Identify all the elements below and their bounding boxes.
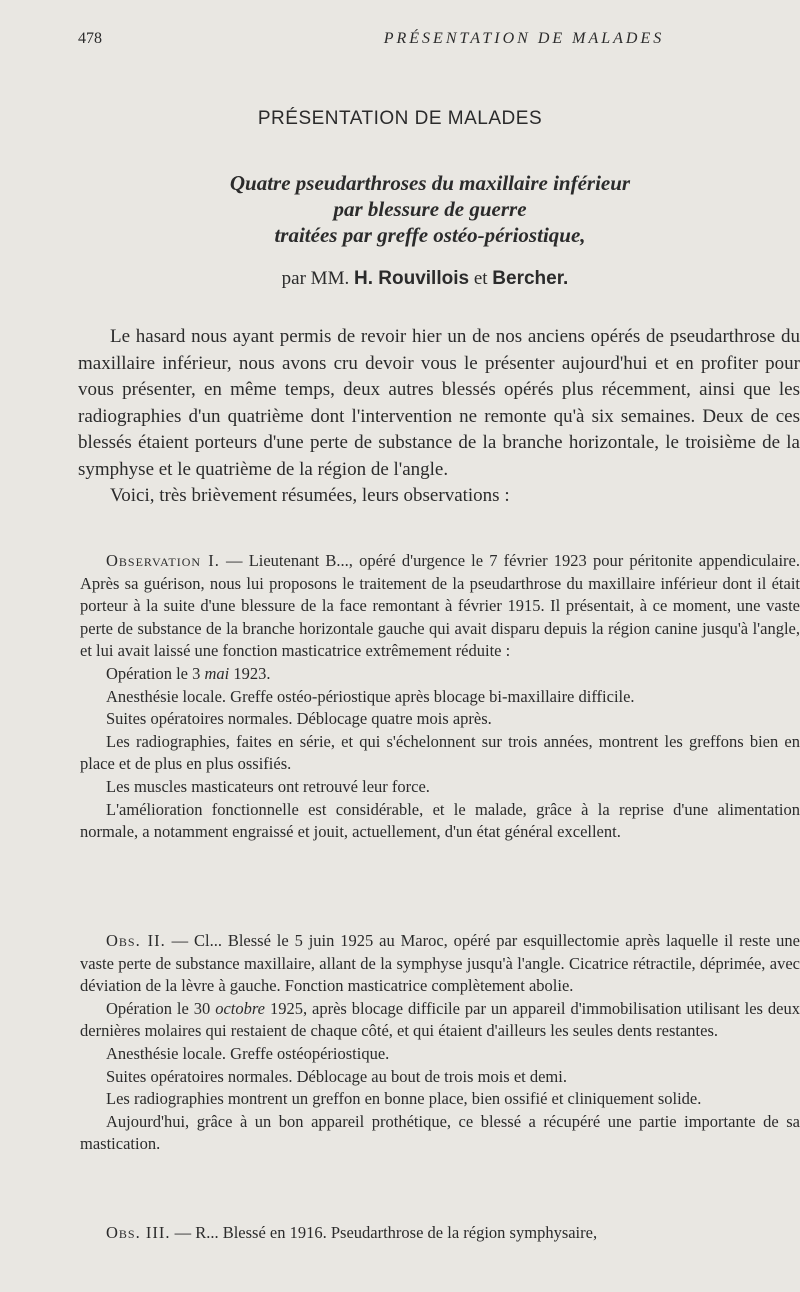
title-line-1: Quatre pseudarthroses du maxillaire inférieur <box>229 171 631 195</box>
intro-paragraph-1: Le hasard nous ayant permis de revoir hier un de nos anciens opérés de pseudarthrose du maxillaire inférieur, nous avons cru devoir vous le présenter aujourd'hui et en profiter pour vous présenter, en même temps, deux autres blessés opérés plus récemment, ainsi que les radiographies d'un quatrième dont l'intervention ne remonte qu'à six semaines. Deux de ces blessés étaient porteurs d'une perte de substance de la branche horizontale, le troisième de la symphyse et le quatrième de la région de l'angle. <box>78 326 800 480</box>
authors-prefix: par MM. <box>281 268 350 289</box>
page-number: 478 <box>78 30 102 47</box>
obs2-paragraph-6: Aujourd'hui, grâce à un bon appareil prothétique, ce blessé a récupéré une partie importante de sa mastication. <box>80 1111 800 1154</box>
title-line-3: traitées par greffe ostéo-périostique, <box>274 223 586 247</box>
running-header <box>78 30 780 52</box>
obs1-paragraph-3: Anesthésie locale. Greffe ostéo-périostique après blocage bi-maxillaire difficile. <box>106 686 635 706</box>
authors-line <box>0 268 800 290</box>
observation-2 <box>80 930 800 1156</box>
obs1-paragraph-1: Observation I. — Lieutenant B..., opéré d'urgence le 7 février 1923 pour péritonite appendiculaire. Après sa guérison, nous lui proposons le traitement de la pseudarthrose du maxillaire inférieur dont il était porteur à la suite d'une blessure de la face remontant à février 1915. Il présentait, à ce moment, une vaste perte de substance de la branche horizontale gauche qui avait disparu depuis la région canine jusqu'à l'angle, et lui avait laissé une fonction masticatrice extrêmement réduite : <box>80 551 800 661</box>
obs3-label: Obs. III. <box>106 1223 171 1242</box>
obs1-paragraph-7: L'amélioration fonctionnelle est considérable, et le malade, grâce à la reprise d'une alimentation normale, a notamment engraissé et jouit, actuellement, d'un état général excellent. <box>80 799 800 842</box>
obs2-label: Obs. II. <box>106 931 166 950</box>
intro-paragraph-2: Voici, très brièvement résumées, leurs observations : <box>110 485 510 506</box>
observation-1 <box>80 550 800 844</box>
observation-3 <box>80 1222 800 1245</box>
obs1-paragraph-5: Les radiographies, faites en série, et qui s'échelonnent sur trois années, montrent les greffons bien en place et de plus en plus ossifiés. <box>80 731 800 774</box>
obs2-paragraph-1: Obs. II. — Cl... Blessé le 5 juin 1925 au Maroc, opéré par esquillectomie après laquelle il reste une vaste perte de substance maxillaire, allant de la symphyse jusqu'à l'angle. Cicatrice rétractile, déprimée, avec déviation de la lèvre à gauche. Fonction masticatrice complètement abolie. <box>80 931 800 996</box>
section-title: PRÉSENTATION DE MALADES <box>257 108 543 129</box>
obs1-paragraph-6: Les muscles masticateurs ont retrouvé leur force. <box>106 776 430 796</box>
obs2-paragraph-4: Suites opératoires normales. Déblocage au bout de trois mois et demi. <box>106 1066 567 1086</box>
obs1-operation: Opération le 3 mai 1923. <box>106 663 271 683</box>
obs2-paragraph-5: Les radiographies montrent un greffon en bonne place, bien ossifié et cliniquement solide. <box>106 1089 702 1109</box>
obs1-paragraph-4: Suites opératoires normales. Déblocage quatre mois après. <box>106 709 492 729</box>
intro-text <box>78 324 800 510</box>
author-bercher: Bercher. <box>492 268 569 289</box>
title-line-2: par blessure de guerre <box>333 197 527 221</box>
obs2-paragraph-3: Anesthésie locale. Greffe ostéopériostique. <box>106 1043 390 1063</box>
obs2-operation: Opération le 30 octobre 1925, après blocage difficile par un appareil d'immobilisation utilisant les deux dernières molaires qui restaient de chaque côté, et qui étaient d'ailleurs les seules dents restantes. <box>80 998 800 1041</box>
authors-join: et <box>473 268 488 289</box>
author-rouvillois: H. Rouvillois <box>353 268 470 289</box>
article-title <box>0 170 800 248</box>
obs1-label: Observation I. <box>106 551 220 570</box>
running-title: PRÉSENTATION DE MALADES <box>383 30 665 47</box>
obs3-paragraph-1: Obs. III. — R... Blessé en 1916. Pseudarthrose de la région symphysaire, <box>106 1223 598 1242</box>
